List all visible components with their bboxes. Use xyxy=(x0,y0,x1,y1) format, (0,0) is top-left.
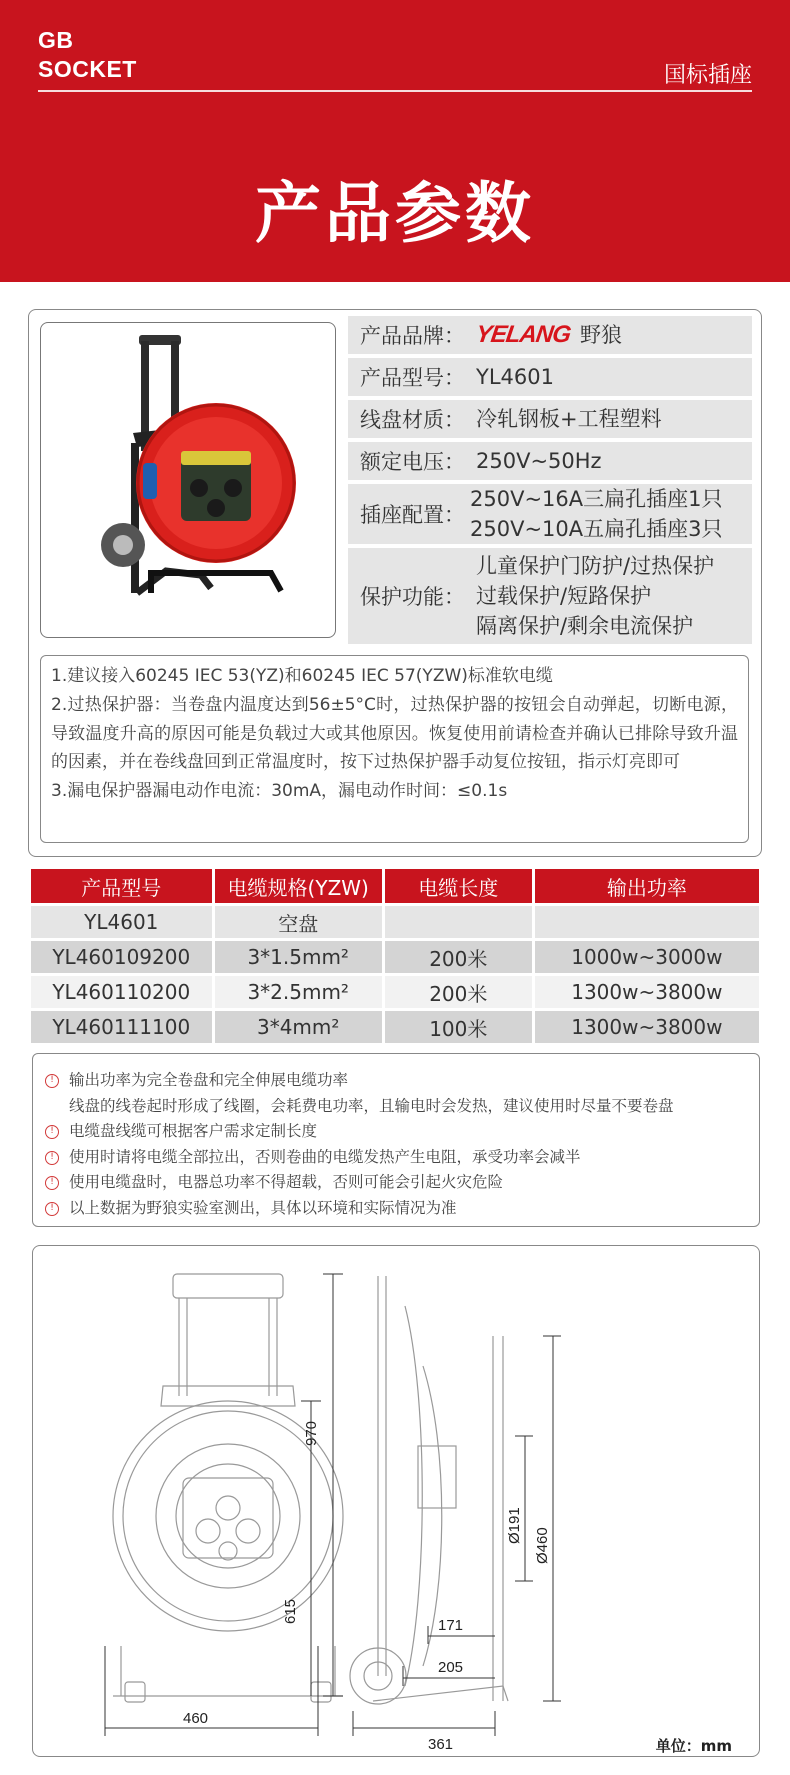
tips-panel xyxy=(32,1053,760,1227)
table-cell: 空盘 xyxy=(215,906,382,938)
warning-icon: ! xyxy=(45,1202,59,1216)
tip-item xyxy=(45,1170,747,1196)
param-value-protection-2: 过载保护/短路保护 xyxy=(476,584,652,608)
table-cell: 1000w~3000w xyxy=(535,941,759,973)
param-row-material xyxy=(348,400,752,438)
param-key-brand: 产品品牌： xyxy=(360,324,465,348)
table-header: 电缆规格(YZW) xyxy=(215,869,382,903)
table-header: 产品型号 xyxy=(31,869,212,903)
product-photo xyxy=(40,322,336,638)
header-banner xyxy=(0,0,790,282)
category-label: 国标插座 xyxy=(663,63,752,88)
param-row-brand xyxy=(348,316,752,354)
param-value-material: 冷轧钢板+工程塑料 xyxy=(476,407,662,431)
table-cell: 3*1.5mm² xyxy=(215,941,382,973)
param-value-protection-1: 儿童保护门防护/过热保护 xyxy=(476,554,715,578)
dim-970: 970 xyxy=(303,1420,320,1446)
table-cell: 200米 xyxy=(385,941,532,973)
note-1: 1.建议接入60245 IEC 53(YZ)和60245 IEC 57(YZW)标准软电缆 xyxy=(51,666,553,686)
table-row xyxy=(31,1011,759,1043)
warning-icon: ! xyxy=(45,1176,59,1190)
dim-615: 615 xyxy=(282,1598,299,1624)
param-row-socket xyxy=(348,484,752,544)
dim-205: 205 xyxy=(438,1659,464,1676)
tip-item xyxy=(45,1094,747,1120)
table-cell: YL460111100 xyxy=(31,1011,212,1043)
param-row-protection xyxy=(348,548,752,644)
param-key-voltage: 额定电压： xyxy=(360,450,465,474)
dim-460-width: 460 xyxy=(183,1710,209,1727)
param-value-model: YL4601 xyxy=(476,365,554,389)
table-header-row xyxy=(31,869,759,903)
brand-label xyxy=(38,26,137,84)
param-list xyxy=(348,316,752,648)
table-row xyxy=(31,976,759,1008)
brand-line-1: GB xyxy=(38,27,74,53)
param-key-model: 产品型号： xyxy=(360,366,465,390)
param-value-brand: 野狼 xyxy=(580,323,623,347)
spec-table xyxy=(28,866,762,1046)
tip-text: 以上数据为野狼实验室测出，具体以环境和实际情况为准 xyxy=(69,1198,457,1217)
table-header: 输出功率 xyxy=(535,869,759,903)
param-value-protection-3: 隔离保护/剩余电流保护 xyxy=(476,614,694,638)
param-row-model xyxy=(348,358,752,396)
table-cell: YL4601 xyxy=(31,906,212,938)
tip-text: 输出功率为完全卷盘和完全伸展电缆功率 xyxy=(69,1071,349,1089)
cable-reel-image xyxy=(41,323,336,638)
dim-460-dia: Ø460 xyxy=(534,1527,551,1564)
notes-panel xyxy=(40,655,749,843)
dim-171: 171 xyxy=(438,1617,464,1634)
tip-text: 电缆盘线缆可根据客户需求定制长度 xyxy=(69,1122,318,1140)
table-row xyxy=(31,941,759,973)
table-cell: 1300w~3800w xyxy=(535,1011,759,1043)
dim-191: Ø191 xyxy=(506,1507,523,1544)
table-cell: 3*4mm² xyxy=(215,1011,382,1043)
dimension-drawing-panel xyxy=(32,1245,760,1757)
tip-item xyxy=(45,1119,747,1145)
tip-item xyxy=(45,1196,747,1222)
brand-line-2: SOCKET xyxy=(38,56,137,82)
table-cell: 3*2.5mm² xyxy=(215,976,382,1008)
table-cell: 200米 xyxy=(385,976,532,1008)
param-value-socket-1: 250V~16A三扁孔插座1只 xyxy=(470,487,723,511)
unit-label: 单位：mm xyxy=(655,1737,732,1755)
table-cell: YL460110200 xyxy=(31,976,212,1008)
param-key-material: 线盘材质： xyxy=(360,408,465,432)
tip-text: 线盘的线卷起时形成了线圈，会耗费电功率，且输电时会发热，建议使用时尽量不要卷盘 xyxy=(69,1096,674,1115)
table-cell xyxy=(535,906,759,938)
table-cell: 1300w~3800w xyxy=(535,976,759,1008)
warning-icon: ! xyxy=(45,1151,59,1165)
table-cell: YL460109200 xyxy=(31,941,212,973)
brand-logo: YELANG xyxy=(474,321,572,348)
warning-icon: ! xyxy=(45,1074,59,1088)
dimension-drawing xyxy=(33,1246,761,1758)
table-cell xyxy=(385,906,532,938)
table-row xyxy=(31,906,759,938)
page-title: 产品参数 xyxy=(255,175,535,252)
tip-item xyxy=(45,1145,747,1171)
note-2: 2.过热保护器：当卷盘内温度达到56±5°C时，过热保护器的按钮会自动弹起，切断电源，导致温度升高的原因可能是负载过大或其他原因。恢复使用前请检查并确认已排除导致升温的因素，并在卷线盘回到正常温度时，按下过热保护器手动复位按钮，指示灯亮即可 xyxy=(51,694,738,773)
table-cell: 100米 xyxy=(385,1011,532,1043)
param-row-voltage xyxy=(348,442,752,480)
tip-item xyxy=(45,1068,747,1094)
tip-text: 使用电缆盘时，电器总功率不得超载，否则可能会引起火灾危险 xyxy=(69,1173,504,1191)
param-value-socket-2: 250V~10A五扁孔插座3只 xyxy=(470,517,723,541)
param-key-protection: 保护功能： xyxy=(360,585,465,609)
tip-text: 使用时请将电缆全部拉出，否则卷曲的电缆发热产生电阻，承受功率会减半 xyxy=(69,1147,581,1166)
note-3: 3.漏电保护器漏电动作电流：30mA，漏电动作时间：≤0.1s xyxy=(51,781,508,802)
param-key-socket: 插座配置： xyxy=(360,503,465,527)
param-value-voltage: 250V~50Hz xyxy=(476,449,602,473)
header-divider xyxy=(38,90,752,92)
dim-361: 361 xyxy=(428,1736,454,1753)
table-header: 电缆长度 xyxy=(385,869,532,903)
warning-icon: ! xyxy=(45,1125,59,1139)
